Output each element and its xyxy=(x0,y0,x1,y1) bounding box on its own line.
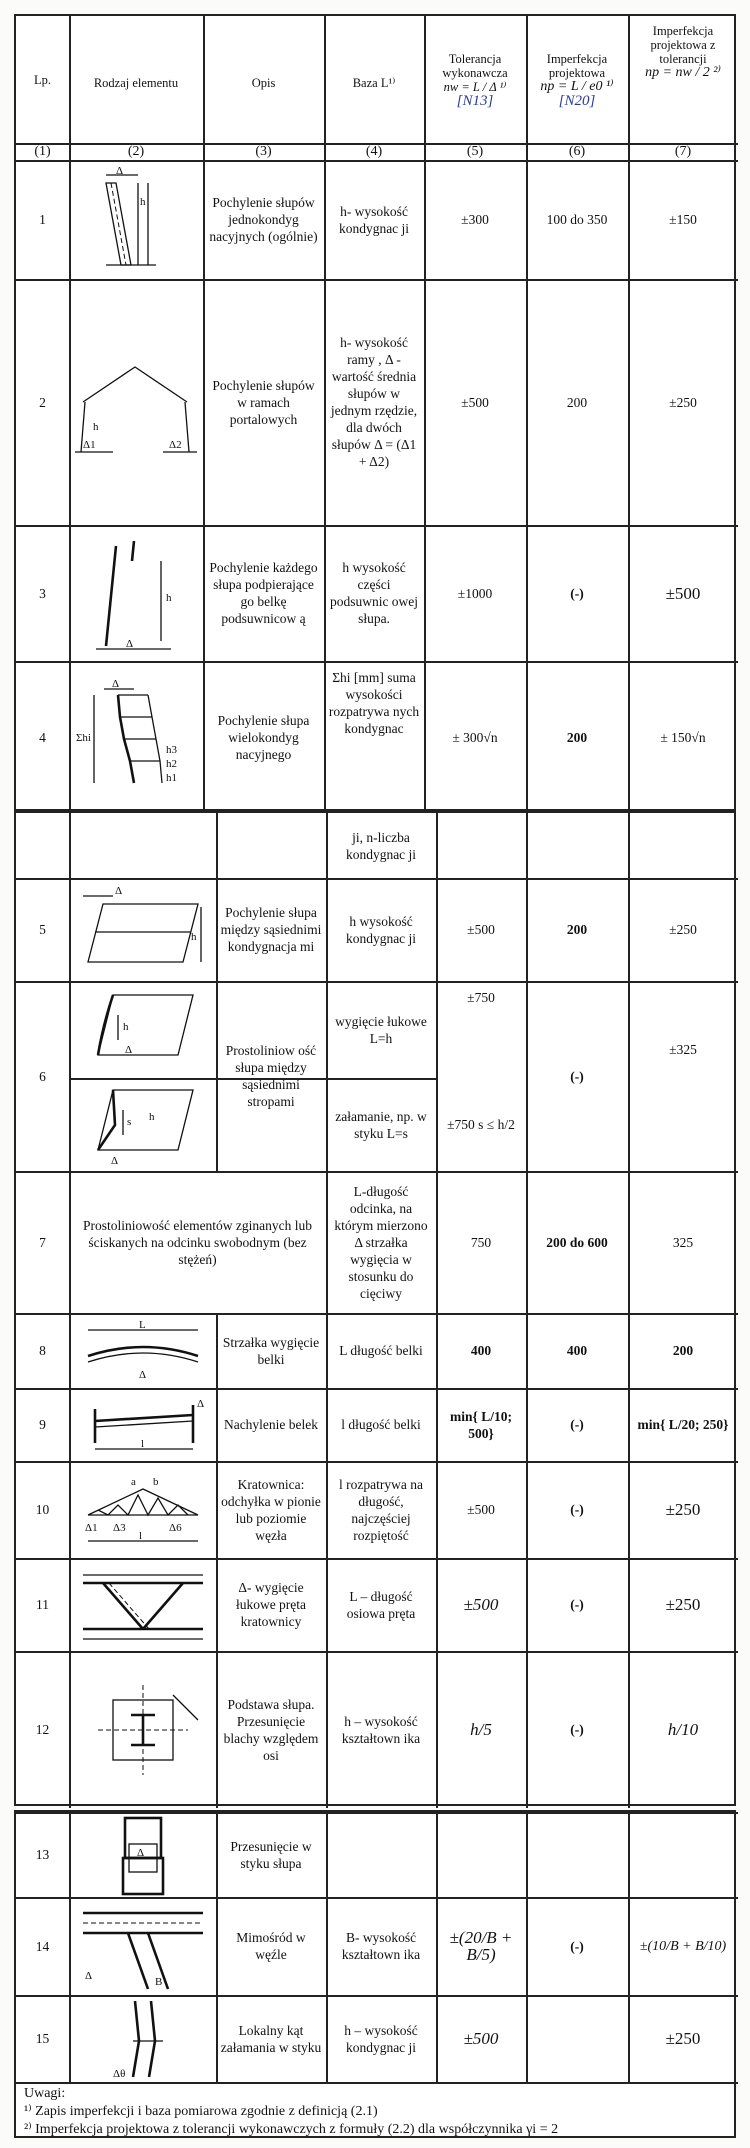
local-angle-diagram xyxy=(73,1997,213,2081)
row-baza: L długość belki xyxy=(339,1343,423,1358)
row-baza: wygięcie łukowe L=h xyxy=(335,1013,427,1046)
row-lp: 2 xyxy=(39,394,46,410)
header-opis: Opis xyxy=(251,76,276,90)
svg-text:h1: h1 xyxy=(166,772,177,784)
svg-text:Δ: Δ xyxy=(114,885,122,897)
tol-ref: [N13] xyxy=(456,92,494,109)
figure-cell xyxy=(69,1461,216,1558)
svg-text:h: h xyxy=(93,421,99,433)
row-impt: ±250 xyxy=(665,1595,701,1614)
row-imp: (-) xyxy=(570,1938,584,1954)
header-rodzaj: Rodzaj elementu xyxy=(93,76,179,90)
impt-title: Imperfekcja projektowa z tolerancji xyxy=(650,24,716,66)
svg-text:Δ2: Δ2 xyxy=(169,439,182,451)
row-impt: h/10 xyxy=(667,1720,699,1739)
row-tol: ±500 xyxy=(461,394,489,410)
row-opis: Pochylenie każdego słupa podpierające go belkę podsuwnicow ą xyxy=(209,560,318,626)
row-impt: ±250 xyxy=(669,394,697,410)
row-baza: B- wysokość kształtown ika xyxy=(341,1930,421,1962)
svg-text:Δ1: Δ1 xyxy=(83,439,96,451)
row-impt: ± 150√n xyxy=(660,729,706,745)
row-impt: ±325 xyxy=(669,1042,697,1057)
table-part-2 xyxy=(14,811,736,1806)
row-lp: 12 xyxy=(35,1722,50,1737)
base-plate-diagram xyxy=(73,1675,213,1785)
header-tolerancja xyxy=(424,16,526,143)
row-baza: h – wysokość kształtown ika xyxy=(341,1713,421,1746)
row-imp: (-) xyxy=(570,1417,584,1432)
row-opis: Przesunięcie w styku słupa xyxy=(230,1838,312,1871)
truss-member-diagram xyxy=(73,1561,213,1649)
imp-title: Imperfekcja projektowa xyxy=(546,51,608,80)
row-impt: ±250 xyxy=(665,1500,701,1519)
figure-cell xyxy=(69,279,203,525)
row-opis: Prostoliniow ość słupa między sąsiednimi stropami xyxy=(225,1043,317,1109)
row-imp: 200 xyxy=(566,394,588,410)
svg-text:Δ: Δ xyxy=(136,1846,144,1859)
row-imp: 100 do 350 xyxy=(546,212,608,227)
figure-cell xyxy=(69,1558,216,1651)
row-lp: 13 xyxy=(35,1847,50,1862)
row-opis: Kratownica: odchyłka w pionie lub poziomie węzła xyxy=(221,1476,321,1543)
svg-text:Σhi: Σhi xyxy=(76,732,91,744)
svg-text:h: h xyxy=(122,1020,128,1033)
row-tol: ±500 xyxy=(463,1595,499,1614)
imp-ref: [N20] xyxy=(558,92,596,109)
portal-frame-diagram xyxy=(73,342,199,462)
col-num: (3) xyxy=(255,144,272,159)
row-baza: h wysokość kondygnac ji xyxy=(345,913,417,946)
svg-text:Δθ: Δθ xyxy=(112,2067,125,2080)
row-lp: 4 xyxy=(39,729,46,745)
row-tol: ±500 xyxy=(467,922,495,937)
header-baza: Baza L¹⁾ xyxy=(352,76,396,90)
row-opis: Pochylenie słupów w ramach portalowych xyxy=(212,377,315,427)
column-bow-diagram xyxy=(73,985,213,1075)
svg-text:Δ: Δ xyxy=(112,678,120,690)
col-num: (6) xyxy=(568,144,586,159)
figure-cell xyxy=(69,1897,216,1995)
row-baza: h wysokość części podsuwnic owej słupa. xyxy=(329,560,419,626)
figure-cell xyxy=(69,1812,216,1897)
row-imp: (-) xyxy=(570,1068,584,1084)
row-tol: 400 xyxy=(470,1343,492,1358)
notes-title: Uwagi: xyxy=(24,2086,66,2101)
row-opis: Podstawa słupa. Przesunięcie blachy względem osi xyxy=(223,1696,319,1763)
col-num: (5) xyxy=(466,144,484,159)
figure-cell xyxy=(69,1313,216,1388)
tol-formula: nw = L / Δ ¹⁾ xyxy=(443,79,507,94)
row-lp: 5 xyxy=(39,922,46,937)
truss-diagram xyxy=(73,1465,213,1555)
row-impt: ±(10/B + B/10) xyxy=(639,1938,727,1954)
row-lp: 15 xyxy=(35,2031,50,2046)
svg-text:l: l xyxy=(138,1529,142,1542)
imp-formula: np = L / e0 ¹⁾ xyxy=(540,78,614,94)
row-baza: h- wysokość ramy , Δ - wartość średnia słupów w jednym rzędzie, dla dwóch słupów Δ = (Δ1 + Δ2) xyxy=(330,335,418,469)
row-opis: Pochylenie słupa wielokondyg nacyjnego xyxy=(217,712,310,762)
row-opis: Prostoliniowość elementów zginanych lub ściskanych na odcinku swobodnym (bez stężeń) xyxy=(82,1217,313,1267)
figure-cell xyxy=(69,525,203,661)
crane-column-diagram xyxy=(76,531,196,656)
row-tol-b: ±750 s ≤ h/2 xyxy=(447,1117,515,1132)
row-opis: Strzałka wygięcie belki xyxy=(222,1334,320,1367)
row-tol: ± 300√n xyxy=(452,729,498,745)
header-lp: Lp. xyxy=(33,72,51,87)
table-part-1 xyxy=(14,14,736,811)
col-num: (7) xyxy=(674,144,692,159)
row-opis: Nachylenie belek xyxy=(223,1417,319,1432)
row-opis: Mimośród w węźle xyxy=(236,1930,306,1962)
svg-text:l: l xyxy=(140,1437,144,1450)
row-impt: ±500 xyxy=(665,583,701,603)
figure-cell xyxy=(69,981,216,1078)
row-impt: ±250 xyxy=(669,922,697,937)
svg-text:h3: h3 xyxy=(166,744,177,756)
row-tol: ±300 xyxy=(461,212,489,227)
svg-text:Δ3: Δ3 xyxy=(112,1521,126,1534)
row-lp: 9 xyxy=(39,1417,46,1432)
svg-text:Δ6: Δ6 xyxy=(168,1521,182,1534)
svg-text:Δ1: Δ1 xyxy=(84,1521,98,1534)
figure-cell xyxy=(69,661,203,813)
row-imp: 400 xyxy=(566,1343,588,1358)
svg-text:a: a xyxy=(130,1475,136,1488)
col-num: (4) xyxy=(365,144,383,159)
row-lp: 3 xyxy=(39,585,46,601)
svg-text:Δ: Δ xyxy=(124,1043,132,1056)
row-opis: Δ- wygięcie łukowe pręta kratownicy xyxy=(235,1580,307,1629)
svg-text:Δ: Δ xyxy=(110,1154,118,1167)
row-lp: 1 xyxy=(39,212,46,227)
svg-text:Δ: Δ xyxy=(126,637,134,650)
storey-column-diagram xyxy=(73,882,213,977)
row-imp: 200 xyxy=(566,729,588,745)
svg-text:h2: h2 xyxy=(166,758,177,770)
joint-eccentricity-diagram xyxy=(73,1899,213,1993)
row-baza-b: załamanie, np. w styku L=s xyxy=(335,1108,427,1141)
figure-cell xyxy=(69,1995,216,2082)
note-1: ¹⁾ Zapis imperfekcji i baza pomiarowa zgodnie z definicją (2.1) xyxy=(24,2104,378,2119)
row-lp: 8 xyxy=(39,1343,46,1358)
row-opis: Pochylenie słupa między sąsiednimi kondygnacja mi xyxy=(220,905,322,954)
table-part-3 xyxy=(14,1810,736,2138)
row-impt: 200 xyxy=(672,1343,694,1358)
col-num: (2) xyxy=(127,144,145,159)
row-lp: 6 xyxy=(39,1068,46,1084)
row-imp: (-) xyxy=(570,1722,584,1737)
row-opis: Lokalny kąt załamania w styku xyxy=(220,2022,322,2055)
svg-text:Δ: Δ xyxy=(138,1368,146,1381)
svg-text:Δ: Δ xyxy=(84,1970,92,1982)
row-baza: L – długość osiowa pręta xyxy=(346,1588,416,1621)
row-lp: 14 xyxy=(35,1938,50,1954)
figure-cell xyxy=(69,1078,216,1171)
figure-cell xyxy=(69,878,216,981)
row-tol: ±1000 xyxy=(457,585,493,601)
svg-text:Δ: Δ xyxy=(196,1397,204,1410)
svg-text:B: B xyxy=(154,1976,162,1988)
row-imp: (-) xyxy=(570,585,584,601)
row-opis: Pochylenie słupów jednokondyg nacyjnych (ogólnie) xyxy=(209,195,318,244)
svg-text:b: b xyxy=(152,1475,158,1488)
svg-text:L: L xyxy=(138,1318,146,1331)
column-tilt-diagram xyxy=(76,165,196,275)
multistorey-column-diagram xyxy=(74,677,198,797)
svg-text:h: h xyxy=(140,195,146,208)
svg-text:h: h xyxy=(166,591,172,604)
row-tol: h/5 xyxy=(470,1720,492,1739)
row-tol: ±500 xyxy=(467,1502,495,1517)
row-tol: ±500 xyxy=(463,2029,499,2048)
row-impt: ±150 xyxy=(669,212,697,227)
row-imp: (-) xyxy=(570,1597,584,1612)
beam-deflection-diagram xyxy=(73,1316,213,1386)
column-splice-diagram xyxy=(73,1814,213,1896)
row-imp: (-) xyxy=(570,1502,584,1517)
row-baza: Σhi [mm] suma wysokości rozpatrywa nych kondygnac xyxy=(328,670,420,736)
row-baza: L-długość odcinka, na którym mierzono Δ strzałka wygięcia w stosunku do cięciwy xyxy=(334,1183,428,1301)
row-tol: 750 xyxy=(470,1234,492,1250)
row-lp: 10 xyxy=(35,1502,50,1517)
header-imperfekcja xyxy=(526,16,628,143)
row-imp: 200 xyxy=(566,922,588,937)
row-lp: 11 xyxy=(36,1597,49,1612)
row-baza-continued: ji, n-liczba kondygnac ji xyxy=(345,829,417,862)
column-kink-diagram xyxy=(73,1080,213,1170)
header-imperfekcja-tol xyxy=(628,16,738,143)
figure-cell xyxy=(69,1651,216,1808)
svg-text:Δ: Δ xyxy=(116,164,124,177)
tol-title: Tolerancja wykonawcza xyxy=(442,51,508,80)
row-baza: l długość belki xyxy=(341,1417,421,1432)
row-baza: h- wysokość kondygnac ji xyxy=(338,203,410,236)
figure-cell xyxy=(69,160,203,279)
row-impt: min{ L/20; 250} xyxy=(637,1417,729,1432)
row-imp: 200 do 600 xyxy=(546,1234,608,1250)
col-num: (1) xyxy=(34,144,51,159)
row-baza: h – wysokość kondygnac ji xyxy=(344,2022,418,2055)
note-2: ²⁾ Imperfekcja projektowa z tolerancji wykonawczych z formuły (2.2) dla współczynnika γi = 2 xyxy=(24,2122,559,2137)
row-baza: l rozpatrywa na długość, najczęściej rozpiętość xyxy=(339,1476,423,1543)
row-impt: ±250 xyxy=(665,2029,701,2048)
row-impt: 325 xyxy=(672,1234,694,1250)
row-tol: ±750 xyxy=(467,990,495,1005)
impt-formula: np = nw / 2 ²⁾ xyxy=(645,65,721,80)
beam-slope-diagram xyxy=(73,1391,213,1459)
row-tol: ±(20/B + B/5) xyxy=(449,1928,513,1964)
row-lp: 7 xyxy=(39,1234,46,1250)
row-tol: min{ L/10; 500} xyxy=(450,1408,512,1441)
svg-text:h: h xyxy=(148,1110,154,1123)
figure-cell xyxy=(69,1388,216,1461)
svg-text:h: h xyxy=(190,931,196,943)
svg-text:s: s xyxy=(126,1115,131,1128)
